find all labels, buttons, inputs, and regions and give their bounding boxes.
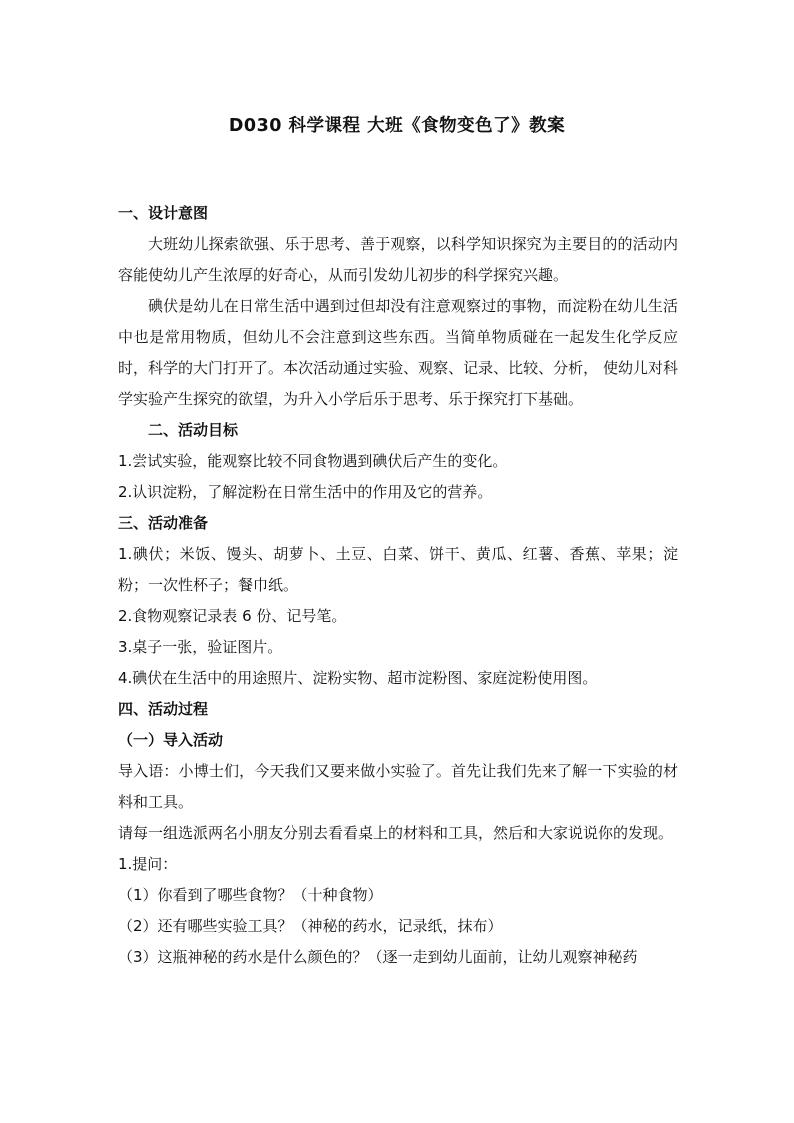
list-item: 1.尝试实验，能观察比较不同食物遇到碘伏后产生的变化。 xyxy=(118,452,508,470)
list-item: （1）你看到了哪些食物？（十种食物） xyxy=(118,886,383,904)
section-heading-process: 四、活动过程 xyxy=(118,700,209,718)
document-title: D030 科学课程 大班《食物变色了》教案 xyxy=(228,116,566,136)
section-heading-goals: 二、活动目标 xyxy=(148,421,239,439)
list-item: （3）这瓶神秘的药水是什么颜色的？（逐一走到幼儿面前，让幼儿观察神秘药 xyxy=(118,948,638,966)
document-body xyxy=(118,198,678,973)
paragraph: 导入语：小博士们，今天我们又要来做小实验了。首先让我们先来了解一下实验的材料和工具。 xyxy=(118,762,678,811)
paragraph: 碘伏是幼儿在日常生活中遇到过但却没有注意观察过的事物，而淀粉在幼儿生活中也是常用物质，但幼儿不会注意到这些东西。当简单物质碰在一起发生化学反应时，科学的大门打开了。本次活动通过实验、观察、记录、比较、分析， 使幼儿对科学实验产生探究的欲望，为升入小学后乐于思考、乐于探究打下基础。 xyxy=(118,297,678,408)
paragraph: 请每一组选派两名小朋友分别去看看桌上的材料和工具，然后和大家说说你的发现。 xyxy=(118,824,674,842)
subsection-heading-intro: （一）导入活动 xyxy=(118,731,224,749)
list-item: 1.提问： xyxy=(118,855,178,873)
list-item: （2）还有哪些实验工具？（神秘的药水，记录纸，抹布） xyxy=(118,917,503,935)
list-item: 4.碘伏在生活中的用途照片、淀粉实物、超市淀粉图、家庭淀粉使用图。 xyxy=(118,669,598,687)
list-item: 2.认识淀粉，了解淀粉在日常生活中的作用及它的营养。 xyxy=(118,483,493,501)
section-heading-design-intent: 一、设计意图 xyxy=(118,204,209,222)
list-item: 1.碘伏；米饭、馒头、胡萝卜、土豆、白菜、饼干、黄瓜、红薯、香蕉、苹果；淀粉；一次性杯子；餐巾纸。 xyxy=(118,545,678,594)
paragraph: 大班幼儿探索欲强、乐于思考、善于观察，以科学知识探究为主要目的的活动内容能使幼儿产生浓厚的好奇心，从而引发幼儿初步的科学探究兴趣。 xyxy=(118,235,678,284)
list-item: 3.桌子一张，验证图片。 xyxy=(118,638,283,656)
list-item: 2.食物观察记录表 6 份、记号笔。 xyxy=(118,607,347,625)
section-heading-preparation: 三、活动准备 xyxy=(118,514,209,532)
